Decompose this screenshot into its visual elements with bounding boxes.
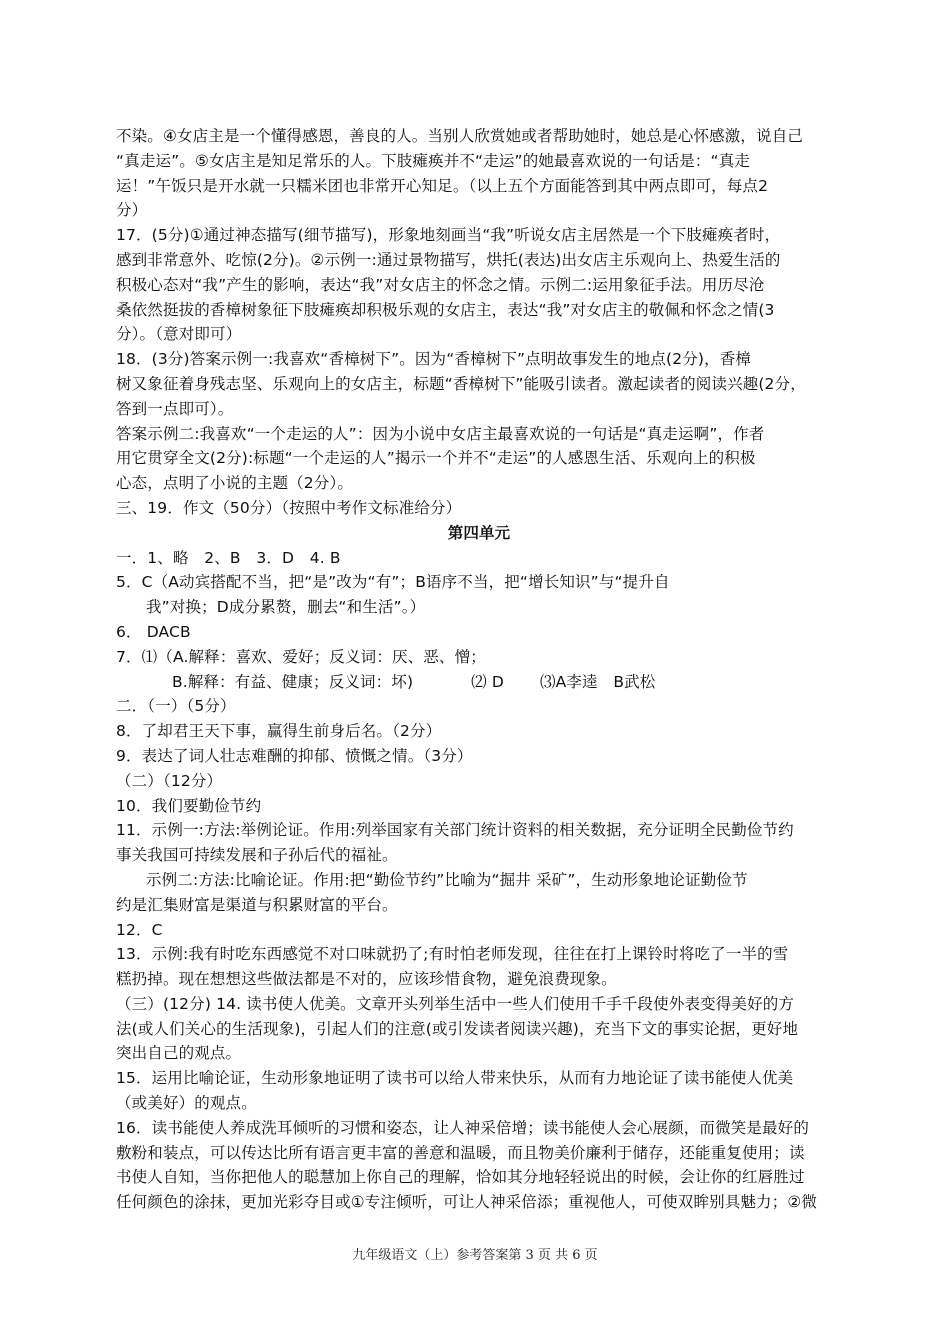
text-line: 分） [116, 201, 148, 220]
text-line: 任何颜色的涂抹，更加光彩夺目或①专注倾听，可让人神采倍添；重视他人，可使双眸别具魅力；②微 [116, 1193, 818, 1212]
page-footer: 九年级语文（上）参考答案第 3 页 共 6 页 [352, 1248, 598, 1263]
text-line: 敷粉和装点，可以传达比所有语言更丰富的善意和温暖，而且物美价廉利于储存，还能重复使用；读 [116, 1143, 805, 1162]
text-line: 三、19．作文（50分）（按照中考作文标准给分） [116, 498, 462, 517]
text-line: （二）（12分） [116, 771, 223, 790]
text-line: 树又象征着身残志坚、乐观向上的女店主，标题“香樟树下”能吸引读者。激起读者的阅读兴趣(2分， [116, 374, 806, 393]
text-line: 积极心态对“我”产生的影响，表达“我”对女店主的怀念之情。示例二:运用象征手法。用历尽沧 [116, 275, 765, 294]
text-line: 心态，点明了小说的主题（2分）。 [116, 474, 354, 493]
text-line: 书使人自知，当你把他人的聪慧加上你自己的理解，恰如其分地轻轻说出的时候，会让你的红唇胜过 [116, 1168, 805, 1187]
text-line: 6． DACB [116, 622, 191, 641]
text-line: 运！”午饭只是开水就一只糯米团也非常开心知足。（以上五个方面能答到其中两点即可，每点2 [116, 176, 769, 195]
text-line: 桑依然挺拔的香樟树象征下肢瘫痪却积极乐观的女店主，表达“我”对女店主的敬佩和怀念之情(3 [116, 300, 775, 319]
text-line: 一．1、略 2、B 3．D 4. B [116, 548, 341, 567]
text-line: 感到非常意外、吃惊(2分)。②示例一:通过景物描写，烘托(表达)出女店主乐观向上、热爱生活的 [116, 250, 781, 269]
text-line: 糕扔掉。现在想想这些做法都是不对的，应该珍惜食物，避免浪费现象。 [116, 970, 617, 989]
text-line: 15．运用比喻论证，生动形象地证明了读书可以给人带来快乐，从而有力地论证了读书能使人优美 [116, 1069, 794, 1088]
text-line: 答案示例二:我喜欢“一个走运的人”：因为小说中女店主最喜欢说的一句话是“真走运啊”，作者 [116, 424, 765, 443]
text-line: 我”对换；D成分累赘，删去“和生活”。） [146, 598, 426, 617]
text-line: 突出自己的观点。 [116, 1044, 242, 1063]
text-line: 16．读书能使人养成洗耳倾听的习惯和姿态，让人神采倍增；读书能使人会心展颜，而微笑是最好的 [116, 1118, 809, 1137]
text-line: 二．（一）（5分） [116, 697, 236, 716]
text-line: （或美好）的观点。 [116, 1094, 257, 1113]
text-line: 事关我国可持续发展和子孙后代的福祉。 [116, 846, 398, 865]
text-line: 9．表达了词人壮志难酬的抑郁、愤慨之情。（3分） [116, 746, 473, 765]
text-line: （三）(12分) 14. 读书使人优美。文章开头列举生活中一些人们使用千手千段使外表变得美好的方 [116, 994, 795, 1013]
q7-part-b: B.解释：有益、健康；反义词：坏) [172, 672, 414, 691]
text-line [116, 670, 842, 695]
text-line: 分）。（意对即可） [116, 325, 242, 344]
text-line: 17．(5分)①通过神态描写(细节描写)，形象地刻画当“我”听说女店主居然是一个下肢瘫痪者时， [116, 226, 781, 245]
text-line: “真走运”。⑤女店主是知足常乐的人。下肢瘫痪并不“走运”的她最喜欢说的一句话是：“真走 [116, 151, 750, 170]
unit-title: 第四单元 [447, 523, 511, 542]
text-line: 示例二:方法:比喻论证。作用:把“勤俭节约”比喻为“掘井 采矿”，生动形象地论证勤俭节 [146, 870, 748, 889]
text-line: 约是汇集财富是渠道与积累财富的平台。 [116, 895, 398, 914]
text-line: 10．我们要勤俭节约 [116, 796, 262, 815]
text-line: 13．示例:我有时吃东西感觉不对口味就扔了;有时怕老师发现，往往在打上课铃时将吃了一半的雪 [116, 945, 789, 964]
text-line: 法(或人们关心的生活现象)，引起人们的注意(或引发读者阅读兴趣)，充当下文的事实论据，更好地 [116, 1019, 799, 1038]
text-line: 不染。④女店主是一个懂得感恩，善良的人。当别人欣赏她或者帮助她时，她总是心怀感激，说自己 [116, 127, 803, 145]
text-line: 12．C [116, 920, 163, 939]
answer-page [116, 124, 842, 1215]
text-line: 答到一点即可）。 [116, 399, 234, 418]
text-line: 用它贯穿全文(2分):标题“一个走运的人”揭示一个并不“走运”的人感恩生活、乐观向上的积极 [116, 449, 756, 468]
text-line: 5．C（A动宾搭配不当，把“是”改为“有”；B语序不当，把“增长知识”与“提升自 [116, 573, 670, 592]
text-line: 7．⑴（A.解释：喜欢、爱好；反义词：厌、恶、憎； [116, 647, 486, 666]
text-line: 18．(3分)答案示例一:我喜欢“香樟树下”。因为“香樟树下”点明故事发生的地点(2分)，香樟 [116, 350, 752, 369]
q7-part-3: ⑶A李逵 B武松 [539, 672, 656, 691]
text-line: 8．了却君王天下事，赢得生前身后名。（2分） [116, 722, 442, 741]
text-line: 11．示例一:方法:举例论证。作用:列举国家有关部门统计资料的相关数据，充分证明全民勤俭节约 [116, 821, 794, 840]
q7-part-2: ⑵ D [471, 672, 504, 691]
